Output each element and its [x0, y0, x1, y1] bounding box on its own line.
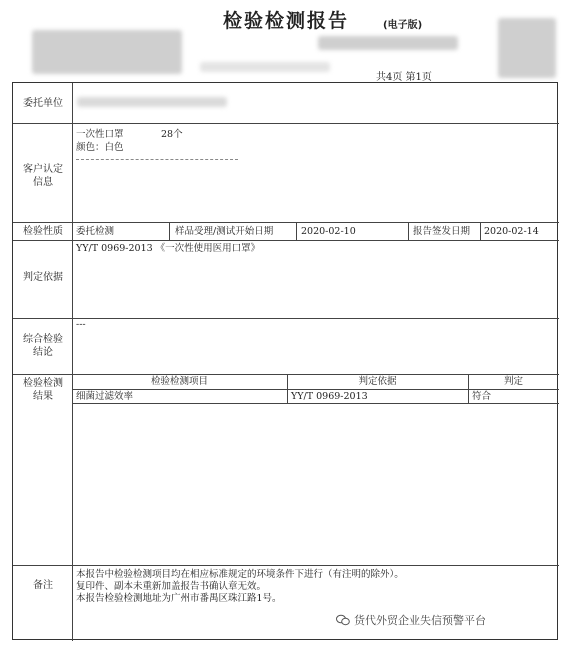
remark-line-2: 复印件、副本未重新加盖报告书确认章无效。 — [76, 581, 267, 592]
row-divider — [13, 565, 559, 566]
results-cell-basis: YY/T 0969-2013 — [291, 391, 368, 402]
results-header-line — [72, 389, 559, 390]
sample-date-value: 2020-02-10 — [301, 226, 356, 237]
product-color: 颜色：白色 — [76, 142, 124, 153]
label-customer-info: 客户认定信息 — [23, 164, 63, 188]
label-client: 委托单位 — [23, 98, 63, 109]
results-header-verdict: 判定 — [503, 376, 523, 387]
row-divider — [13, 240, 559, 241]
col-divider — [408, 222, 409, 240]
col-divider — [169, 222, 170, 240]
row-divider — [13, 374, 559, 375]
edition-label: (电子版) — [383, 20, 423, 31]
redacted-stamp-right — [498, 18, 556, 78]
results-header-item: 检验检测项目 — [150, 376, 208, 387]
row-divider — [13, 123, 559, 124]
results-cell-verdict: 符合 — [472, 391, 492, 402]
label-results: 检验检测结果 — [23, 378, 63, 402]
col-divider — [296, 222, 297, 240]
watermark-text: 货代外贸企业失信预警平台 — [354, 614, 486, 627]
product-quantity: 28个 — [161, 129, 183, 140]
inspection-nature-value: 委托检测 — [76, 226, 115, 237]
sample-date-label: 样品受理/测试开始日期 — [175, 226, 274, 237]
redacted-client-name — [77, 97, 227, 107]
remark-line-3: 本报告检验检测地址为广州市番禺区珠江路1号。 — [76, 593, 282, 604]
col-divider — [480, 222, 481, 240]
results-cell-item: 细菌过滤效率 — [76, 391, 134, 402]
report-table — [12, 82, 558, 640]
report-title: 检验检测报告 — [222, 10, 349, 32]
label-basis: 判定依据 — [23, 272, 63, 283]
results-row-line — [72, 403, 559, 404]
row-divider — [13, 222, 559, 223]
chat-bubble-icon — [336, 614, 350, 626]
redacted-number — [318, 36, 458, 50]
row-divider — [13, 318, 559, 319]
watermark — [336, 612, 486, 628]
remark-line-1: 本报告中检验检测项目均在相应标准规定的环境条件下进行（有注明的除外）。 — [76, 569, 404, 580]
results-header-basis: 判定依据 — [358, 376, 397, 387]
conclusion-value: --- — [76, 319, 86, 330]
redacted-strip — [200, 62, 330, 72]
label-remarks: 备注 — [33, 580, 53, 591]
issue-date-label: 报告签发日期 — [413, 226, 471, 237]
issue-date-value: 2020-02-14 — [484, 226, 539, 237]
redacted-logo-left — [32, 30, 182, 74]
page-info: 共4页 第1页 — [376, 72, 432, 83]
label-inspection-nature: 检验性质 — [23, 226, 63, 237]
label-column-divider — [72, 83, 73, 641]
basis-value: YY/T 0969-2013 《一次性使用医用口罩》 — [76, 243, 261, 254]
label-conclusion: 综合检验结论 — [23, 334, 63, 358]
dashed-separator — [76, 159, 238, 160]
product-name: 一次性口罩 — [76, 129, 124, 140]
